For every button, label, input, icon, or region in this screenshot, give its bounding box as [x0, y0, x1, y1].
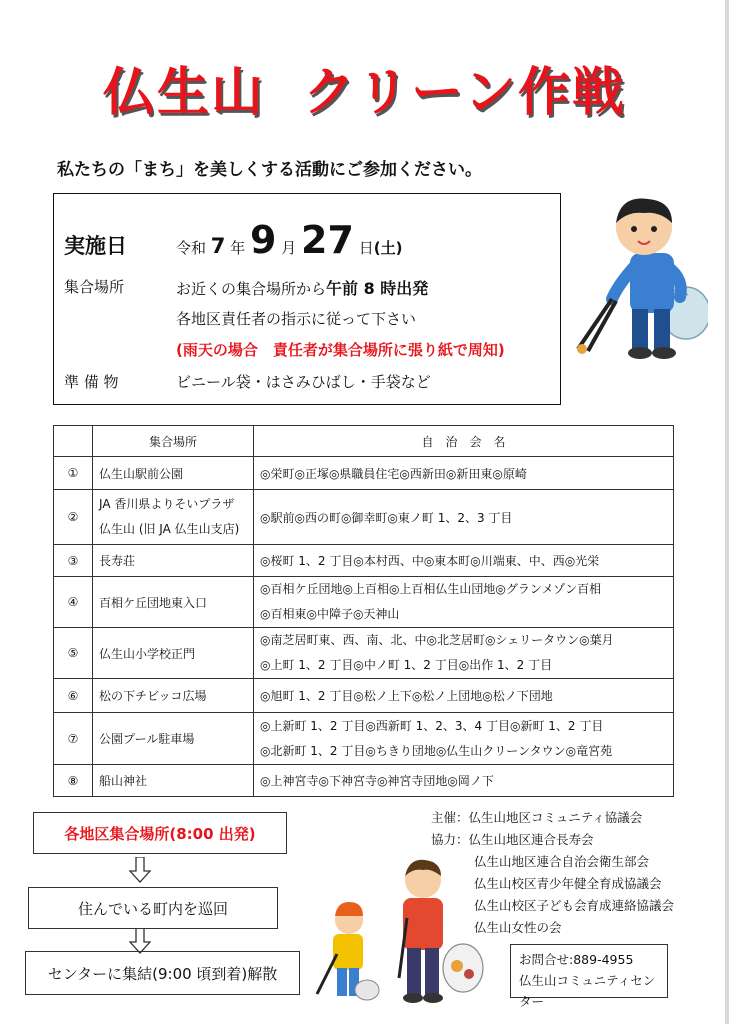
instructions: 各地区責任者の指示に従って下さい	[176, 310, 417, 328]
row-place: 百相ケ丘団地東入口	[93, 577, 254, 628]
row-number: ④	[54, 577, 93, 628]
table-header-row	[54, 426, 674, 457]
page-title: 仏生山 クリーン作戦	[103, 63, 626, 123]
row-number: ⑦	[54, 713, 93, 765]
table-row	[54, 490, 674, 545]
row-number: ②	[54, 490, 93, 545]
table-header-place: 集合場所	[93, 426, 254, 457]
table-row	[54, 457, 674, 490]
row-number: ⑤	[54, 628, 93, 679]
contact-phone: お問合せ:889-4955	[519, 952, 634, 967]
row-assoc: ◎駅前◎西の町◎御幸町◎東ノ町 1、2、3 丁目	[254, 490, 674, 545]
boy-with-trash-bag-illustration	[568, 193, 708, 363]
flow-step-3: センターに集結(9:00 頃到着)解散	[25, 951, 300, 995]
row-place: 仏生山駅前公園	[93, 457, 254, 490]
meeting-value: お近くの集合場所から午前 8 時出発	[176, 279, 429, 298]
rain-note: (雨天の場合 責任者が集合場所に張り紙で周知)	[176, 341, 505, 359]
host-line: 主催：仏生山地区コミュニティ協議会	[431, 810, 643, 825]
row-place: 長寿荘	[93, 545, 254, 577]
flow-step-2: 住んでいる町内を巡回	[28, 887, 278, 929]
coop-line: 仏生山女性の会	[474, 920, 562, 935]
down-arrow-icon	[129, 857, 151, 883]
contact-box	[510, 944, 668, 1009]
row-place: 仏生山小学校正門	[93, 628, 254, 679]
sponsors-block	[431, 807, 674, 939]
meeting-places-table	[53, 425, 674, 797]
date-value: 令和 7 年 9 月 27 日(土)	[176, 218, 403, 262]
row-place: 松の下チビッコ広場	[93, 679, 254, 713]
row-number: ⑧	[54, 765, 93, 797]
row-number: ③	[54, 545, 93, 577]
row-assoc: ◎桜町 1、2 丁目◎本村西、中◎東本町◎川端東、中、西◎光栄	[254, 545, 674, 577]
table-row	[54, 577, 674, 628]
row-place: JA 香川県よりそいプラザ 仏生山 (旧 JA 仏生山支店)	[93, 490, 254, 545]
row-assoc: ◎上新町 1、2 丁目◎西新町 1、2、3、4 丁目◎新町 1、2 丁目 ◎北新町 1、2 丁目◎ちきり団地◎仏生山クリーンタウン◎竜宮苑	[254, 713, 674, 765]
row-number: ①	[54, 457, 93, 490]
items-value: ビニール袋・はさみひばし・手袋など	[176, 373, 431, 391]
items-label: 準 備 物	[64, 373, 119, 391]
row-assoc: ◎旭町 1、2 丁目◎松ノ上下◎松ノ上団地◎松ノ下団地	[254, 679, 674, 713]
table-header-no	[54, 426, 93, 457]
contact-org: 仏生山コミュニティセンター	[519, 973, 656, 1009]
coop-line: 仏生山地区連合自治会衛生部会	[474, 854, 650, 869]
event-info-box	[53, 193, 561, 405]
table-row	[54, 545, 674, 577]
coop-line: 協力：仏生山地区連合長寿会	[431, 832, 594, 847]
table-row	[54, 713, 674, 765]
table-header-assoc: 自 治 会 名	[254, 426, 674, 457]
row-assoc: ◎南芝居町東、西、南、北、中◎北芝居町◎シェリータウン◎葉月 ◎上町 1、2 丁目◎中ノ町 1、2 丁目◎出作 1、2 丁目	[254, 628, 674, 679]
date-label: 実施日	[64, 234, 127, 258]
coop-line: 仏生山校区子ども会育成連絡協議会	[474, 898, 675, 913]
row-place: 公園プール駐車場	[93, 713, 254, 765]
intro-text: 私たちの「まち」を美しくする活動にご参加ください。	[57, 160, 482, 180]
row-place: 船山神社	[93, 765, 254, 797]
row-assoc: ◎上神宮寺◎下神宮寺◎神宮寺団地◎岡ノ下	[254, 765, 674, 797]
table-row	[54, 679, 674, 713]
page-edge	[725, 0, 729, 1024]
meeting-label: 集合場所	[64, 278, 125, 296]
table-row	[54, 628, 674, 679]
coop-line: 仏生山校区青少年健全育成協議会	[474, 876, 662, 891]
row-assoc: ◎百相ケ丘団地◎上百相◎上百相仏生山団地◎グランメゾン百相 ◎百相東◎中障子◎天神山	[254, 577, 674, 628]
table-row	[54, 765, 674, 797]
flow-step-1: 各地区集合場所(8:00 出発)	[33, 812, 287, 854]
row-number: ⑥	[54, 679, 93, 713]
row-assoc: ◎栄町◎正塚◎県職員住宅◎西新田◎新田東◎原崎	[254, 457, 674, 490]
